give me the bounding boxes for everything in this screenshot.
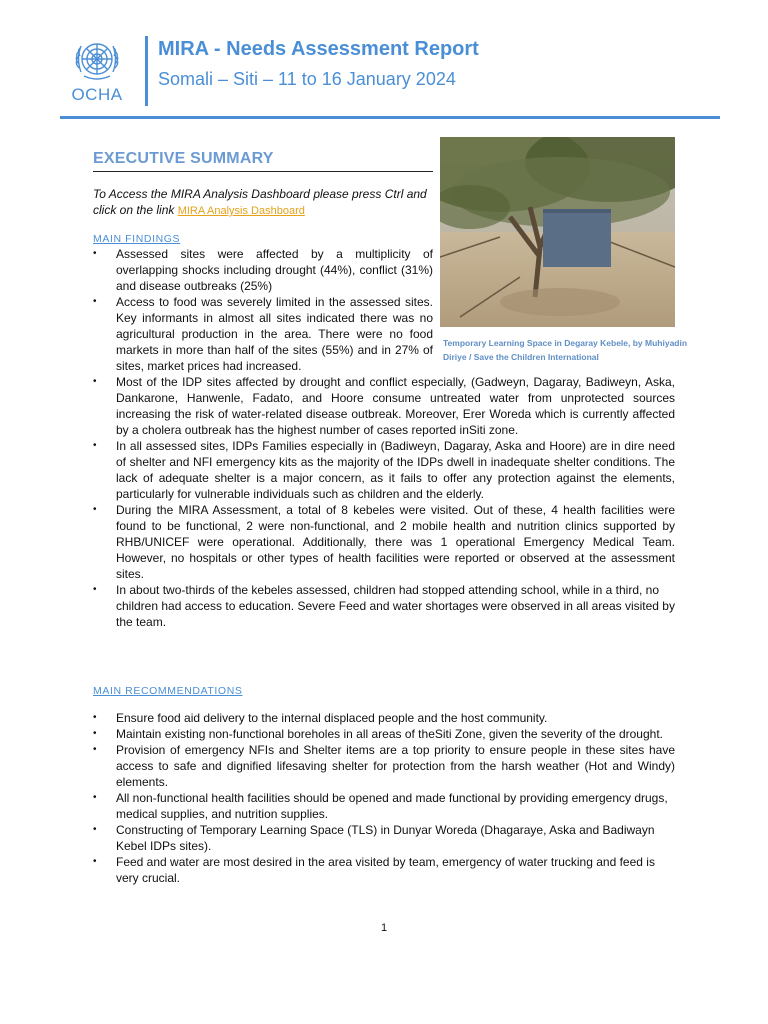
list-item: • Most of the IDP sites affected by drought and conflict especially, (Gadweyn, Dagaray, Badiweyn, Aska, Dankarone, Hanwenle, Fadato, and Hoore consume untreated water from unprotected sources increasing the risk of water-related disease outbreak. Moreover, Erer Woreda which is currently affected by a cholera outbreak has the highest number of cases reported inSiti zone.: [93, 374, 675, 438]
list-item: • Feed and water are most desired in the area visited by team, emergency of water trucking and feed is very crucial.: [93, 854, 675, 886]
main-findings-heading: MAIN FINDINGS: [93, 233, 181, 245]
logo-text: OCHA: [71, 85, 123, 104]
header-divider: [145, 36, 148, 106]
list-item: • In all assessed sites, IDPs Families especially in (Badiweyn, Dagaray, Aska and Hoore) are in dire need of shelter and NFI emergency kits as the majority of the IDPs dwell in inadequate shelter conditions. The lack of adequate shelter is a major concern, as it fails to offer any protection against the elements, particularly for vulnerable individuals such as children and the elderly.: [93, 438, 675, 502]
main-recommendations-heading: MAIN RECOMMENDATIONS: [93, 685, 243, 697]
photo-caption: Temporary Learning Space in Degaray Kebele, by Muhiyadin Diriye / Save the Children International: [443, 338, 688, 362]
list-item: • Ensure food aid delivery to the internal displaced people and the host community.: [93, 710, 675, 726]
list-item: • Maintain existing non-functional boreholes in all areas of theSiti Zone, given the severity of the drought.: [93, 726, 675, 742]
list-item: • In about two-thirds of the kebeles assessed, children had stopped attending school, while in a third, no children had access to education. Severe Feed and water shortages were observed in all areas visited by the team.: [93, 582, 675, 630]
dashboard-intro: [93, 186, 433, 219]
list-item: • All non-functional health facilities should be opened and made functional by providing emergency drugs, medical supplies, and nutrition supplies.: [93, 790, 675, 822]
report-title: MIRA - Needs Assessment Report: [158, 38, 479, 60]
report-subtitle: Somali – Siti – 11 to 16 January 2024: [158, 69, 456, 89]
list-item: • Assessed sites were affected by a multiplicity of overlapping shocks including drought (44%), conflict (31%) and disease outbreaks (25%): [93, 246, 433, 294]
header-rule: [60, 116, 720, 119]
list-item: • Constructing of Temporary Learning Space (TLS) in Dunyar Woreda (Dhagaraye, Aska and Badiwayn Kebel IDPs sites).: [93, 822, 675, 854]
recommendations-list: [93, 710, 675, 886]
page-number: 1: [380, 922, 388, 934]
section-rule: [93, 171, 433, 172]
executive-summary-heading: EXECUTIVE SUMMARY: [93, 150, 274, 167]
list-item: • During the MIRA Assessment, a total of 8 kebeles were visited. Out of these, 4 health facilities were found to be functional, 2 were non-functional, and 2 mobile health and nutrition clinics supported by RHB/UNICEF were operational. Additionally, there was 1 operational Emergency Medical Team. However, no hospitals or other types of health facilities were reported or observed at the assessment sites.: [93, 502, 675, 582]
findings-list: [93, 246, 675, 630]
list-item: • Provision of emergency NFIs and Shelter items are a top priority to ensure people in these sites have access to safe and dignified lifesaving shelter for protection from the harsh weather (Hot and Windy) elements.: [93, 742, 675, 790]
list-item: • Access to food was severely limited in the assessed sites. Key informants in almost all sites indicated there was no agricultural production in the area. There were no food markets in more than half of the sites (55%) and in 27% of sites, market prices had increased.: [93, 294, 433, 374]
un-emblem-icon: [72, 34, 122, 84]
intro-text: To Access the MIRA Analysis Dashboard please press Ctrl and click on the link: [93, 187, 427, 217]
dashboard-link[interactable]: MIRA Analysis Dashboard: [177, 205, 305, 217]
ocha-logo: [60, 34, 134, 105]
